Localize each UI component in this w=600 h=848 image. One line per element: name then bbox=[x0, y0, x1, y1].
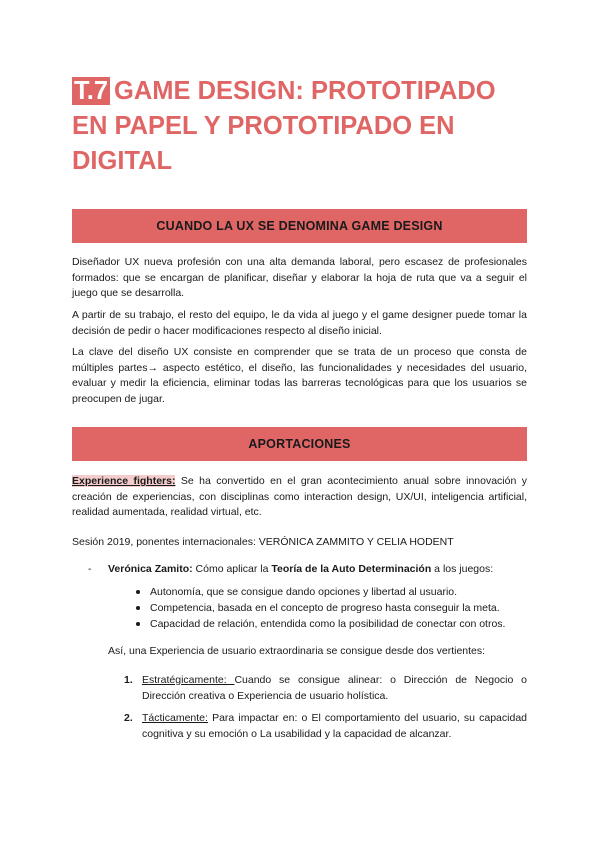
paragraph-session: Sesión 2019, ponentes internacionales: VERÓNICA ZAMMITO Y CELIA HODENT bbox=[72, 536, 454, 548]
numbered-list bbox=[124, 673, 527, 749]
page-title bbox=[72, 74, 527, 179]
list-item bbox=[124, 673, 527, 704]
list-item bbox=[124, 711, 527, 742]
bullet-dot-icon bbox=[136, 590, 140, 594]
paragraph-intro: Así, una Experiencia de usuario extraordinaria se consigue desde dos vertientes: bbox=[108, 645, 486, 657]
list-item bbox=[132, 584, 532, 600]
item-label: Estratégicamente: bbox=[142, 674, 235, 686]
experience-fighters-label: Experience fighters: bbox=[72, 475, 176, 487]
list-item bbox=[132, 616, 532, 632]
item-label: Tácticamente: bbox=[142, 712, 208, 724]
item-number: 1. bbox=[124, 674, 133, 686]
bullet-dot-icon bbox=[136, 606, 140, 610]
experience-fighters-text: Se ha convertido en el gran acontecimiento anual sobre innovación y creación de experiencias, con disciplinas como interaction design, UX/UI, inteligencia artificial, realidad aumentada, realidad virtual, etc. bbox=[72, 475, 527, 518]
item-number: 2. bbox=[124, 712, 133, 724]
speaker-text-2: a los juegos: bbox=[431, 563, 494, 575]
paragraph-ux-profession: Diseñador UX nueva profesión con una alta demanda laboral, pero escasez de profesionales formados: que se encargan de planificar, diseñar y elaborar la hoja de ruta que va a seguir el juego que se desarrolla. bbox=[72, 256, 527, 299]
speaker-theory: Teoría de la Auto Determinación bbox=[271, 563, 432, 575]
speaker-text-1: Cómo aplicar la bbox=[192, 563, 272, 575]
section-heading-game-design: CUANDO LA UX SE DENOMINA GAME DESIGN bbox=[72, 209, 527, 243]
bullet-text: Capacidad de relación, entendida como la posibilidad de conectar con otros. bbox=[150, 618, 506, 630]
dash-marker: - bbox=[88, 563, 92, 575]
item-text: Cuando se consigue alinear: o Dirección de Negocio o Dirección creativa o Experiencia de usuario holística. bbox=[142, 674, 527, 702]
section-heading-aportaciones: APORTACIONES bbox=[72, 427, 527, 461]
bullet-dot-icon bbox=[136, 622, 140, 626]
item-text: Para impactar en: o El comportamiento del usuario, su capacidad cognitiva y su emoción o La usabilidad y la capacidad de alcanzar. bbox=[142, 712, 527, 740]
paragraph-team-work: A partir de su trabajo, el resto del equipo, le da vida al juego y el game designer puede tomar la decisión de pedir o hacer modificaciones respecto al diseño inicial. bbox=[72, 309, 527, 337]
topic-tag: T.7 bbox=[74, 77, 109, 105]
bullet-text: Autonomía, que se consigue dando opciones y libertad al usuario. bbox=[150, 586, 458, 598]
speaker-name: Verónica Zamito: bbox=[108, 563, 193, 575]
paragraph-experience-fighters bbox=[72, 474, 527, 521]
bullet-list bbox=[132, 584, 532, 632]
list-item bbox=[132, 600, 532, 616]
bullet-text: Competencia, basada en el concepto de progreso hasta conseguir la meta. bbox=[150, 602, 500, 614]
paragraph-ux-key: La clave del diseño UX consiste en comprender que se trata de un proceso que consta de múltiples partes→ aspecto estético, el diseño, las funcionalidades y necesidades del usuario, evaluar y medir la eficiencia, eliminar todas las barreras tecnológicas para que los usuarios se preocupen de jugar. bbox=[72, 346, 527, 405]
title-text: GAME DESIGN: PROTOTIPADO EN PAPEL Y PROTOTIPADO EN DIGITAL bbox=[72, 77, 496, 175]
